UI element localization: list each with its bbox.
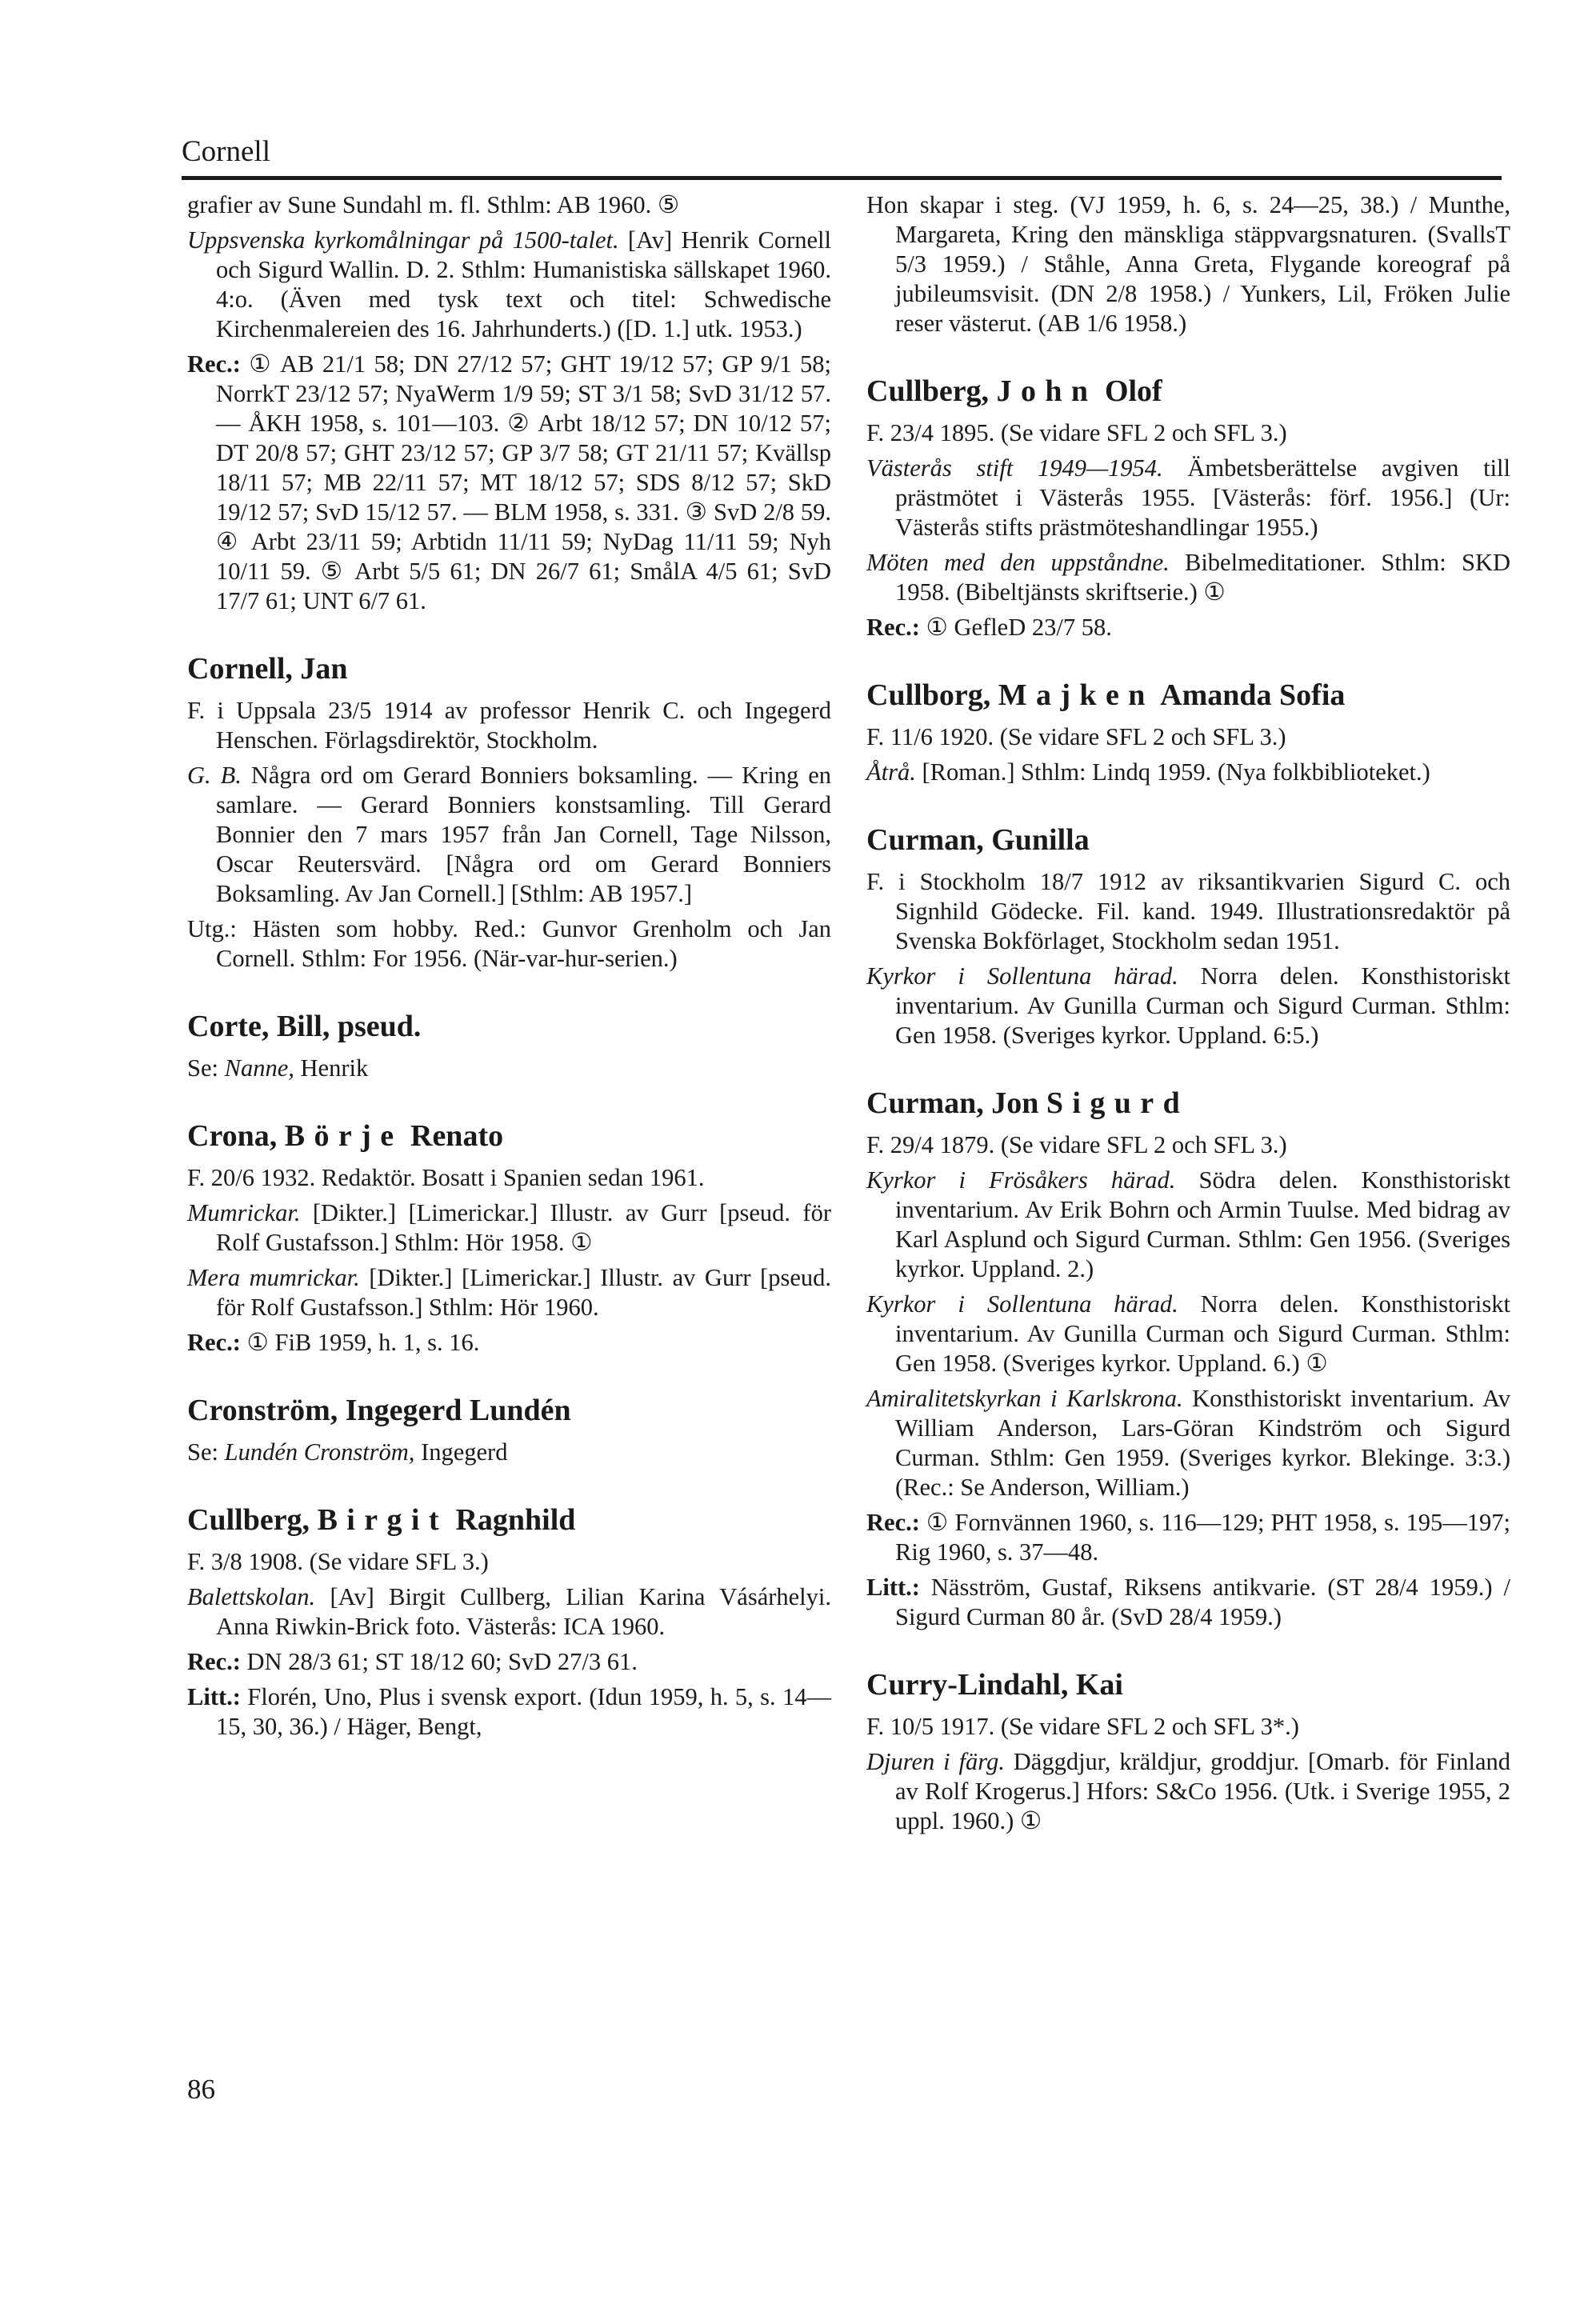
field-label: Rec.: [187, 350, 241, 378]
entry-text: Södra delen. Konsthistoriskt inventarium. Av Erik Bohrn och Armin Tuulse. Med bidrag av Karl Asplund och Sigurd Curman. Sthlm: Gen 1956. (Sveriges kyrkor. Uppland. 2.) [895, 1166, 1510, 1282]
work-title: Djuren i färg. [866, 1748, 1005, 1775]
heading-spaced-name: Sigurd [1046, 1086, 1190, 1120]
entry-heading [187, 1118, 831, 1154]
entry-text: Se: [187, 1438, 225, 1466]
entry-heading [866, 1667, 1510, 1702]
heading-name: Cullborg, [866, 678, 998, 712]
entry-paragraph [866, 1508, 1510, 1567]
entry-text: ① AB 21/1 58; DN 27/12 57; GHT 19/12 57; GP 9/1 58; NorrkT 23/12 57; NyaWerm 1/9 59; ST 3/1 58; SvD 31/12 57. — ÅKH 1958, s. 101—103. ② Arbt 18/12 57; DN 10/12 57; DT 20/8 57; GHT 23/12 57; GP 3/7 58; GT 21/11 57; Kvällsp 18/11 57; MB 22/11 57; MT 18/12 57; SDS 8/12 57; SkD 19/12 57; SvD 15/12 57. — BLM 1958, s. 331. ③ SvD 2/8 59. ④ Arbt 23/11 59; Arbtidn 11/11 59; NyDag 11/11 59; Nyh 10/11 59. ⑤ Arbt 5/5 61; DN 26/7 61; SmålA 4/5 61; SvD 17/7 61; UNT 6/7 61. [216, 350, 831, 614]
heading-name: Cornell, Jan [187, 652, 348, 686]
entry-heading [866, 374, 1510, 409]
entry-text: Henrik [294, 1054, 369, 1082]
entry-paragraph [866, 1747, 1510, 1836]
entry-paragraph [866, 867, 1510, 956]
entry-heading [187, 1009, 831, 1044]
right-column [866, 190, 1510, 1842]
work-title: Balettskolan. [187, 1583, 316, 1610]
entry-text: Däggdjur, kräldjur, groddjur. [Omarb. för Finland av Rolf Krogerus.] Hfors: S&Co 1956. (Utk. i Sverige 1955, 2 uppl. 1960.) ① [895, 1748, 1510, 1834]
entry-paragraph [187, 761, 831, 909]
entry-heading [866, 1086, 1510, 1121]
entry-text: ① FiB 1959, h. 1, s. 16. [240, 1329, 480, 1356]
entry-text: Bibelmeditationer. Sthlm: SKD 1958. (Bibeltjänsts skriftserie.) ① [895, 549, 1510, 606]
entry-paragraph [187, 226, 831, 344]
entry-text: Ingegerd [414, 1438, 508, 1466]
entry-text: F. 3/8 1908. (Se vidare SFL 3.) [187, 1548, 489, 1575]
running-head: Cornell [182, 135, 270, 168]
work-title: Mera mumrickar. [187, 1264, 360, 1291]
heading-name: Curman, Jon [866, 1086, 1046, 1120]
entry-paragraph [866, 1290, 1510, 1378]
entry-text: F. i Uppsala 23/5 1914 av professor Henrik C. och Ingegerd Henschen. Förlagsdirektör, Stockholm. [187, 697, 831, 754]
entry-text: Se: [187, 1054, 225, 1082]
page-number: 86 [187, 2074, 215, 2105]
entry-paragraph [187, 1438, 831, 1467]
entry-text: [Av] Henrik Cornell och Sigurd Wallin. D. 2. Sthlm: Humanistiska sällskapet 1960. 4:o. (Även med tysk text och titel: Schwedische Kirchenmalereien des 16. Jahrhunderts.) ([D. 1.] utk. 1953.) [216, 226, 831, 342]
heading-name: Corte, Bill, pseud. [187, 1010, 422, 1043]
entry-paragraph [866, 454, 1510, 542]
heading-name-rest: Ragnhild [447, 1503, 576, 1537]
cross-reference: Lundén Cronström, [224, 1438, 415, 1466]
work-title: G. B. [187, 762, 242, 789]
heading-spaced-name: Majken [998, 678, 1154, 712]
entry-paragraph [187, 190, 831, 220]
field-label: Litt.: [187, 1683, 241, 1710]
work-title: Kyrkor i Sollentuna härad. [866, 962, 1178, 990]
entry-paragraph [866, 548, 1510, 607]
work-title: Uppsvenska kyrkomålningar på 1500-talet. [187, 226, 619, 254]
entry-heading [866, 822, 1510, 858]
entry-paragraph [187, 1163, 831, 1193]
entry-paragraph [866, 1573, 1510, 1632]
work-title: Åtrå. [866, 758, 916, 786]
entry-paragraph [866, 1712, 1510, 1742]
entry-paragraph [187, 914, 831, 974]
entry-paragraph [187, 350, 831, 616]
entry-paragraph [187, 1547, 831, 1577]
heading-name: Crona, [187, 1119, 285, 1153]
entry-heading [187, 651, 831, 686]
entry-paragraph [866, 613, 1510, 642]
entry-paragraph [866, 962, 1510, 1050]
entry-paragraph [866, 1166, 1510, 1284]
field-label: Rec.: [866, 614, 920, 641]
entry-text: Hon skapar i steg. (VJ 1959, h. 6, s. 24—25, 38.) / Munthe, Margareta, Kring den mänskliga stäppvargsnaturen. (SvallsT 5/3 1959.) / Ståhle, Anna Greta, Flygande koreograf på jubileumsvisit. (DN 2/8 1958.) / Yunkers, Lil, Fröken Julie reser västerut. (AB 1/6 1958.) [866, 191, 1510, 337]
entry-text: [Dikter.] [Limerickar.] Illustr. av Gurr [pseud. för Rolf Gustafsson.] Sthlm: Hör 1958. ① [216, 1199, 831, 1256]
left-column [187, 190, 831, 1747]
heading-name-rest: Renato [402, 1119, 504, 1153]
entry-text: [Av] Birgit Cullberg, Lilian Karina Vásárhelyi. Anna Riwkin-Brick foto. Västerås: ICA 1960. [216, 1583, 831, 1640]
work-title: Västerås stift 1949—1954. [866, 454, 1163, 482]
header-rule [182, 176, 1502, 180]
entry-paragraph [187, 1054, 831, 1083]
work-title: Möten med den uppståndne. [866, 549, 1170, 576]
entry-heading [187, 1502, 831, 1538]
cross-reference: Nanne, [224, 1054, 294, 1082]
heading-spaced-name: John [996, 374, 1098, 408]
heading-name: Curry-Lindahl, Kai [866, 1668, 1123, 1702]
entry-text: F. 11/6 1920. (Se vidare SFL 2 och SFL 3.) [866, 723, 1286, 750]
field-label: Rec.: [187, 1329, 241, 1356]
entry-heading [866, 678, 1510, 713]
entry-paragraph [187, 1647, 831, 1677]
entry-paragraph [866, 1384, 1510, 1502]
field-label: Rec.: [187, 1648, 241, 1675]
entry-text: F. 23/4 1895. (Se vidare SFL 2 och SFL 3.) [866, 419, 1287, 446]
entry-text: Konsthistoriskt inventarium. Av William Anderson, Lars-Göran Kindström och Sigurd Curman. Sthlm: Gen 1959. (Sveriges kyrkor. Blekinge. 3:3.) (Rec.: Se Anderson, William.) [895, 1385, 1510, 1501]
heading-spaced-name: Birgit [317, 1503, 448, 1537]
work-title: Amiralitetskyrkan i Karlskrona. [866, 1385, 1183, 1412]
heading-name: Curman, Gunilla [866, 823, 1090, 857]
work-title: Kyrkor i Frösåkers härad. [866, 1166, 1176, 1194]
work-title: Kyrkor i Sollentuna härad. [866, 1290, 1178, 1318]
entry-text: Ämbetsberättelse avgiven till prästmötet i Västerås 1955. [Västerås: förf. 1956.] (Ur: Västerås stifts prästmöteshandlingar 1955.) [895, 454, 1510, 541]
work-title: Mumrickar. [187, 1199, 301, 1226]
entry-paragraph [187, 1682, 831, 1742]
field-label: Litt.: [866, 1574, 920, 1601]
entry-text: Några ord om Gerard Bonniers boksamling. — Kring en samlare. — Gerard Bonniers konstsamling. Till Gerard Bonnier den 7 mars 1957 från Jan Cornell, Tage Nilsson, Oscar Reutersvärd. [Några ord om Gerard Bonniers Boksamling. Av Jan Cornell.] [Sthlm: AB 1957.] [216, 762, 831, 907]
entry-text: F. 20/6 1932. Redaktör. Bosatt i Spanien sedan 1961. [187, 1164, 705, 1191]
entry-paragraph [866, 1130, 1510, 1160]
entry-text: Norra delen. Konsthistoriskt inventarium. Av Gunilla Curman och Sigurd Curman. Sthlm: Gen 1958. (Sveriges kyrkor. Uppland. 6.) ① [895, 1290, 1510, 1377]
heading-name-rest: Amanda Sofia [1154, 678, 1346, 712]
entry-paragraph [187, 1263, 831, 1322]
entry-text: F. i Stockholm 18/7 1912 av riksantikvarien Sigurd C. och Signhild Gödecke. Fil. kand. 1949. Illustrationsredaktör på Svenska Bokförlaget, Stockholm sedan 1951. [866, 868, 1510, 954]
field-label: Rec.: [866, 1509, 920, 1536]
entry-paragraph [187, 1582, 831, 1642]
entry-paragraph [866, 418, 1510, 448]
heading-name: Cullberg, [866, 374, 997, 408]
entry-paragraph [187, 696, 831, 755]
entry-paragraph [187, 1198, 831, 1258]
entry-text: [Dikter.] [Limerickar.] Illustr. av Gurr [pseud. för Rolf Gustafsson.] Sthlm: Hör 1960. [216, 1264, 831, 1321]
entry-text: grafier av Sune Sundahl m. fl. Sthlm: AB 1960. ⑤ [187, 191, 680, 218]
entry-text: Näsström, Gustaf, Riksens antikvarie. (ST 28/4 1959.) / Sigurd Curman 80 år. (SvD 28/4 1959.) [895, 1574, 1510, 1630]
entry-paragraph [187, 1328, 831, 1358]
heading-name: Cullberg, [187, 1503, 318, 1537]
heading-name-rest: Olof [1097, 374, 1162, 408]
entry-paragraph [866, 722, 1510, 752]
heading-spaced-name: Börje [284, 1119, 403, 1153]
entry-text: Florén, Uno, Plus i svensk export. (Idun 1959, h. 5, s. 14—15, 30, 36.) / Häger, Bengt, [216, 1683, 831, 1740]
entry-text: ① GefleD 23/7 58. [919, 614, 1112, 641]
entry-text: Utg.: Hästen som hobby. Red.: Gunvor Grenholm och Jan Cornell. Sthlm: For 1956. (När-var-hur-serien.) [187, 915, 831, 972]
entry-paragraph [866, 758, 1510, 787]
entry-paragraph [866, 190, 1510, 338]
entry-text: [Roman.] Sthlm: Lindq 1959. (Nya folkbiblioteket.) [915, 758, 1430, 786]
entry-heading [187, 1393, 831, 1428]
entry-text: DN 28/3 61; ST 18/12 60; SvD 27/3 61. [240, 1648, 638, 1675]
entry-text: F. 10/5 1917. (Se vidare SFL 2 och SFL 3*.) [866, 1713, 1299, 1740]
entry-text: ① Fornvännen 1960, s. 116—129; PHT 1958, s. 195—197; Rig 1960, s. 37—48. [895, 1509, 1510, 1566]
heading-name: Cronström, Ingegerd Lundén [187, 1394, 571, 1427]
entry-text: F. 29/4 1879. (Se vidare SFL 2 och SFL 3.) [866, 1131, 1287, 1158]
entry-text: Norra delen. Konsthistoriskt inventarium. Av Gunilla Curman och Sigurd Curman. Sthlm: Gen 1958. (Sveriges kyrkor. Uppland. 6:5.) [895, 962, 1510, 1049]
